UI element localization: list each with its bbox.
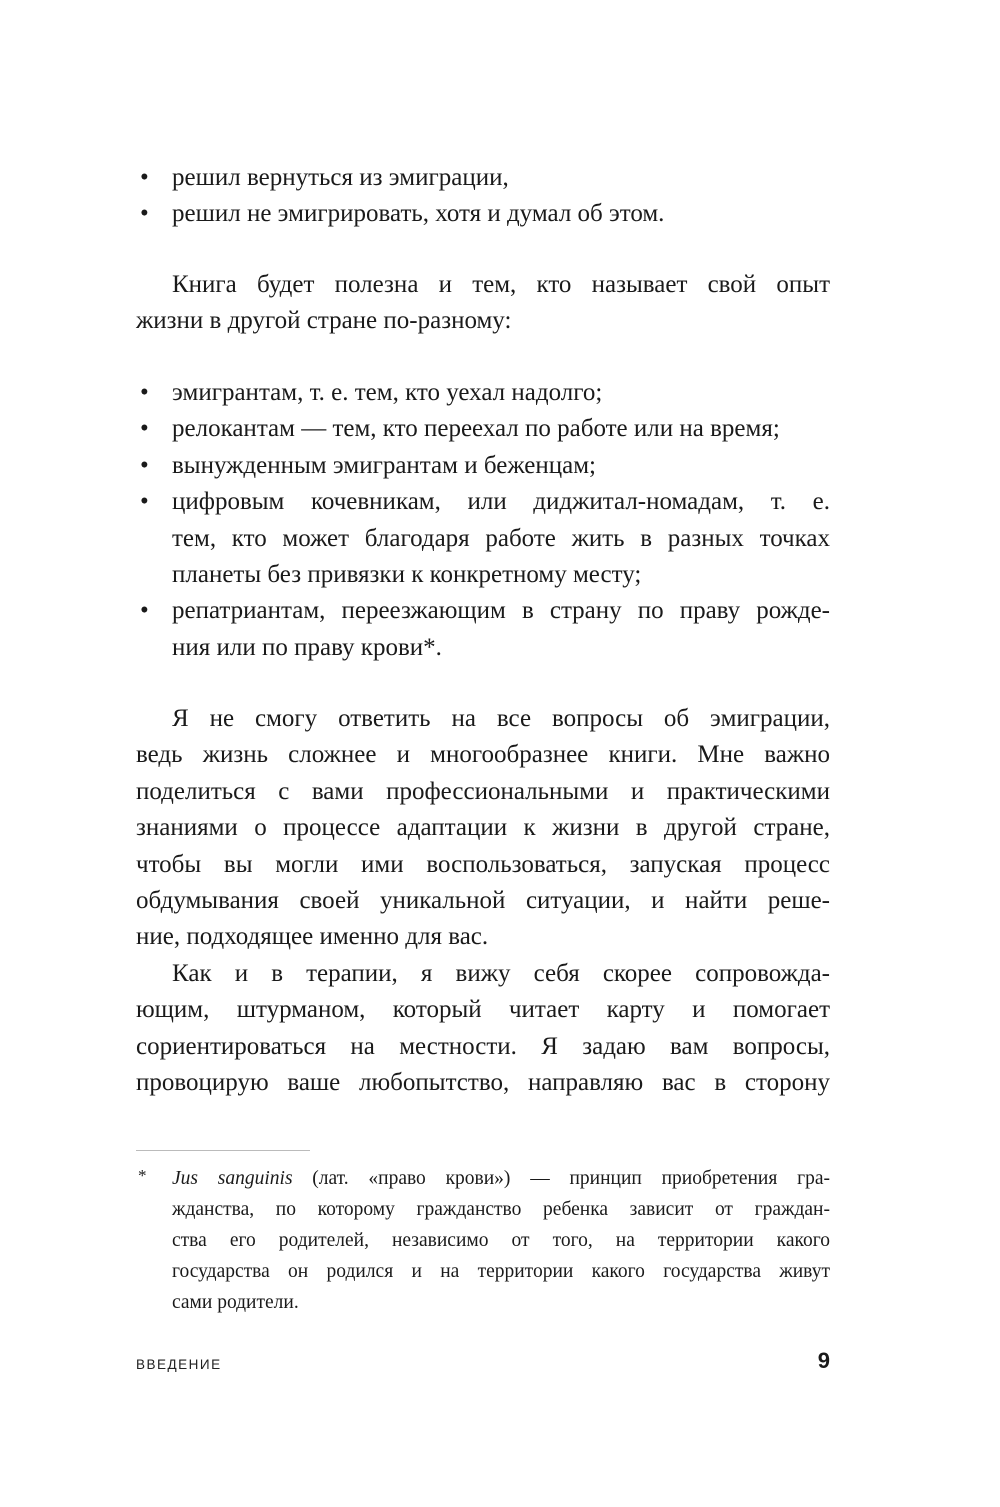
text-line: Как и в терапии, я вижу себя скорее сопровожда-: [172, 960, 830, 987]
footnote-line: жданства, по которому гражданство ребенка зависит от граждан-: [172, 1199, 830, 1220]
list-item: [136, 593, 830, 666]
footnote-marker: *: [138, 1166, 147, 1185]
list-item-line: [136, 593, 830, 629]
footnote-text: (лат. «право крови») — принцип приобретения гра-: [292, 1168, 830, 1189]
list-item-text: репатриантам, переезжающим в страну по праву рожде-: [172, 597, 830, 625]
page-number: 9: [817, 1348, 830, 1373]
bullet-list-1: [136, 160, 830, 233]
text-line: ющим, штурманом, который читает карту и помогает: [136, 996, 830, 1024]
bullet-icon: •: [140, 200, 149, 228]
text-line: ние, подходящее именно для вас.: [136, 923, 489, 951]
bullet-icon: •: [140, 379, 149, 406]
text-line: обдумывания своей уникальной ситуации, и найти реше-: [136, 886, 830, 914]
list-item-text: эмигрантам, т. е. тем, кто уехал надолго;: [172, 379, 603, 406]
bullet-icon: •: [140, 488, 149, 516]
paragraph-1: [136, 267, 830, 340]
footnote-line: [136, 1163, 830, 1194]
text-line: Книга будет полезна и тем, кто называет свой опыт: [172, 271, 830, 298]
paragraph-2: [136, 701, 830, 956]
bullet-icon: •: [140, 451, 149, 479]
list-item-text: решил не эмигрировать, хотя и думал об этом.: [172, 200, 665, 228]
list-item-text: релокантам — тем, кто переехал по работе или на время;: [172, 415, 780, 443]
section-title: ВВЕДЕНИЕ: [136, 1357, 222, 1372]
list-item: [136, 411, 830, 447]
text-line: провоцирую ваше любопытство, направляю вас в сторону: [136, 1069, 830, 1097]
footnote: [136, 1163, 830, 1318]
list-item-text: цифровым кочевникам, или диджитал-номадам, т. е.: [172, 488, 830, 516]
text-line: жизни в другой стране по-разному:: [136, 307, 512, 335]
text-line: ведь жизнь сложнее и многообразнее книги. Мне важно: [136, 741, 830, 769]
text-line: поделиться с вами профессиональными и практическими: [136, 777, 830, 805]
bullet-list-2: [136, 375, 830, 666]
footnote-term: Jus sanguinis: [172, 1168, 293, 1189]
bullet-icon: •: [140, 164, 149, 191]
footnote-line: сами родители.: [172, 1292, 299, 1313]
list-item-line: ния или по праву крови*.: [172, 633, 442, 661]
text-line: сориентироваться на местности. Я задаю вам вопросы,: [136, 1032, 830, 1060]
footnote-line: ства его родителей, независимо от того, на территории какого: [172, 1230, 830, 1251]
page-footer: [136, 1348, 830, 1374]
text-line: чтобы вы могли ими воспользоваться, запуская процесс: [136, 850, 830, 878]
list-item: [136, 375, 830, 411]
bullet-icon: •: [140, 415, 149, 443]
footnote-divider: [136, 1150, 310, 1151]
list-item: [136, 196, 830, 232]
text-line: знаниями о процессе адаптации к жизни в другой стране,: [136, 814, 830, 842]
list-item-line: [136, 484, 830, 520]
footnote-line: государства он родился и на территории какого государства живут: [172, 1261, 830, 1282]
bullet-icon: •: [140, 597, 149, 625]
list-item: [136, 160, 830, 196]
list-item: [136, 484, 830, 593]
list-item-text: вынужденным эмигрантам и беженцам;: [172, 451, 596, 479]
list-item-line: планеты без привязки к конкретному месту;: [172, 560, 642, 588]
list-item-text: решил вернуться из эмиграции,: [172, 164, 509, 191]
paragraph-3: [136, 956, 830, 1102]
list-item-line: тем, кто может благодаря работе жить в разных точках: [172, 524, 830, 552]
list-item: [136, 448, 830, 484]
text-line: Я не смогу ответить на все вопросы об эмиграции,: [172, 705, 830, 732]
